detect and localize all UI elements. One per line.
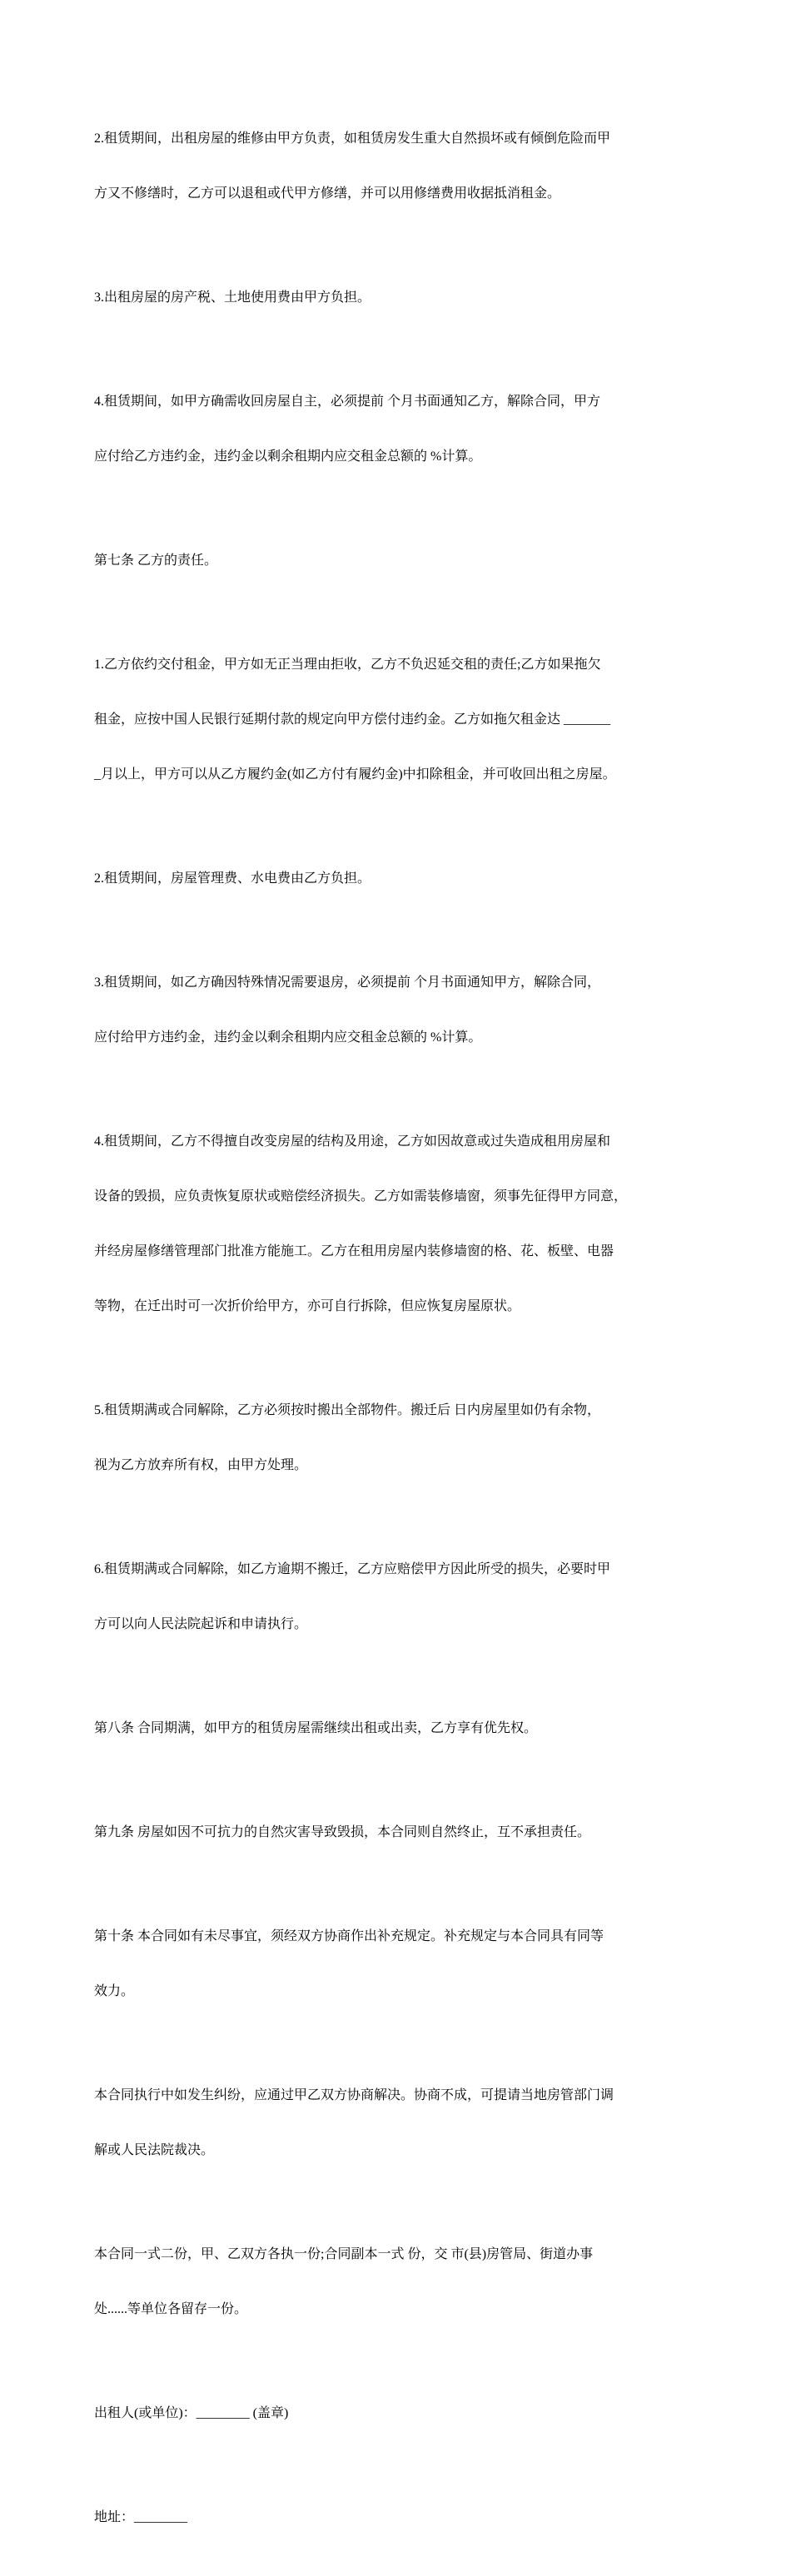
text-line: 第七条 乙方的责任。 bbox=[94, 553, 218, 568]
text-line: 第八条 合同期满，如甲方的租赁房屋需继续出租或出卖，乙方享有优先权。 bbox=[94, 1721, 538, 1735]
text-line: 地址：________ bbox=[94, 2510, 188, 2524]
text-line: 2.租赁期间，出租房屋的维修由甲方负责，如租赁房发生重大自然损坏或有倾倒危险而甲 bbox=[94, 132, 611, 146]
text-line: 设备的毁损，应负责恢复原状或赔偿经济损失。乙方如需装修墙窗，须事先征得甲方同意， bbox=[94, 1189, 628, 1204]
lessor-signature-line bbox=[94, 2368, 702, 2459]
article-8 bbox=[94, 1683, 702, 1774]
document-page bbox=[94, 93, 702, 2576]
text-line: 出租人(或单位)：________ (盖章) bbox=[94, 2406, 289, 2420]
clause-7-item-6 bbox=[94, 1524, 702, 1670]
text-line: 视为乙方放弃所有权，由甲方处理。 bbox=[94, 1458, 308, 1472]
clause-7-item-2 bbox=[94, 833, 702, 925]
text-line: 第九条 房屋如因不可抗力的自然灾害导致毁损，本合同则自然终止，互不承担责任。 bbox=[94, 1825, 591, 1839]
text-line: 3.出租房屋的房产税、土地使用费由甲方负担。 bbox=[94, 290, 371, 305]
clause-6-item-2 bbox=[94, 93, 702, 240]
text-line: 4.租赁期间，如甲方确需收回房屋自主，必须提前 个月书面通知乙方，解除合同，甲方 bbox=[94, 395, 601, 409]
dispute-resolution bbox=[94, 2050, 702, 2196]
clause-6-item-4 bbox=[94, 356, 702, 503]
text-line: 应付给甲方违约金，违约金以剩余租期内应交租金总额的 %计算。 bbox=[94, 1030, 482, 1045]
text-line: 处......等单位各留存一份。 bbox=[94, 2302, 248, 2316]
clause-7-item-5 bbox=[94, 1365, 702, 1511]
article-9 bbox=[94, 1787, 702, 1879]
text-line: 3.租赁期间，如乙方确因特殊情况需要退房，必须提前 个月书面通知甲方，解除合同， bbox=[94, 975, 601, 990]
text-line: 本合同执行中如发生纠纷，应通过甲乙双方协商解决。协商不成，可提请当地房管部门调 bbox=[94, 2088, 614, 2102]
text-line: 方可以向人民法院起诉和申请执行。 bbox=[94, 1617, 308, 1631]
address-line bbox=[94, 2472, 702, 2564]
text-line: 本合同一式二份，甲、乙双方各执一份;合同副本一式 份，交 市(县)房管局、街道办事 bbox=[94, 2247, 594, 2261]
article-7-heading bbox=[94, 515, 702, 607]
text-line: 5.租赁期满或合同解除，乙方必须按时搬出全部物件。搬迁后 日内房屋里如仍有余物， bbox=[94, 1403, 601, 1417]
text-line: 4.租赁期间，乙方不得擅自改变房屋的结构及用途，乙方如因故意或过失造成租用房屋和 bbox=[94, 1134, 611, 1149]
clause-7-item-4 bbox=[94, 1096, 702, 1353]
clause-7-item-1 bbox=[94, 619, 702, 821]
text-line: 租金，应按中国人民银行延期付款的规定向甲方偿付违约金。乙方如拖欠租金达 _______ bbox=[94, 712, 611, 727]
text-line: 方又不修缮时，乙方可以退租或代甲方修缮，并可以用修缮费用收据抵消租金。 bbox=[94, 186, 561, 201]
text-line: 效力。 bbox=[94, 1984, 135, 1998]
text-line: 应付给乙方违约金，违约金以剩余租期内应交租金总额的 %计算。 bbox=[94, 449, 482, 464]
text-line: 2.租赁期间，房屋管理费、水电费由乙方负担。 bbox=[94, 871, 371, 886]
text-line: 1.乙方依约交付租金，甲方如无正当理由拒收，乙方不负迟延交租的责任;乙方如果拖欠 bbox=[94, 658, 601, 672]
text-line: 并经房屋修缮管理部门批准方能施工。乙方在租用房屋内装修墙窗的格、花、板壁、电器 bbox=[94, 1244, 614, 1258]
clause-7-item-3 bbox=[94, 937, 702, 1084]
text-line: 第十条 本合同如有未尽事宜，须经双方协商作出补充规定。补充规定与本合同具有同等 bbox=[94, 1929, 604, 1943]
text-line: _月以上，甲方可以从乙方履约金(如乙方付有履约金)中扣除租金，并可收回出租之房屋。 bbox=[94, 767, 616, 782]
text-line: 等物，在迁出时可一次折价给甲方，亦可自行拆除，但应恢复房屋原状。 bbox=[94, 1299, 521, 1313]
clause-6-item-3 bbox=[94, 252, 702, 344]
text-line: 解或人民法院裁决。 bbox=[94, 2143, 215, 2157]
text-line: 6.租赁期满或合同解除，如乙方逾期不搬迁，乙方应赔偿甲方因此所受的损失，必要时甲 bbox=[94, 1562, 611, 1576]
article-10 bbox=[94, 1891, 702, 2037]
copies-clause bbox=[94, 2209, 702, 2355]
